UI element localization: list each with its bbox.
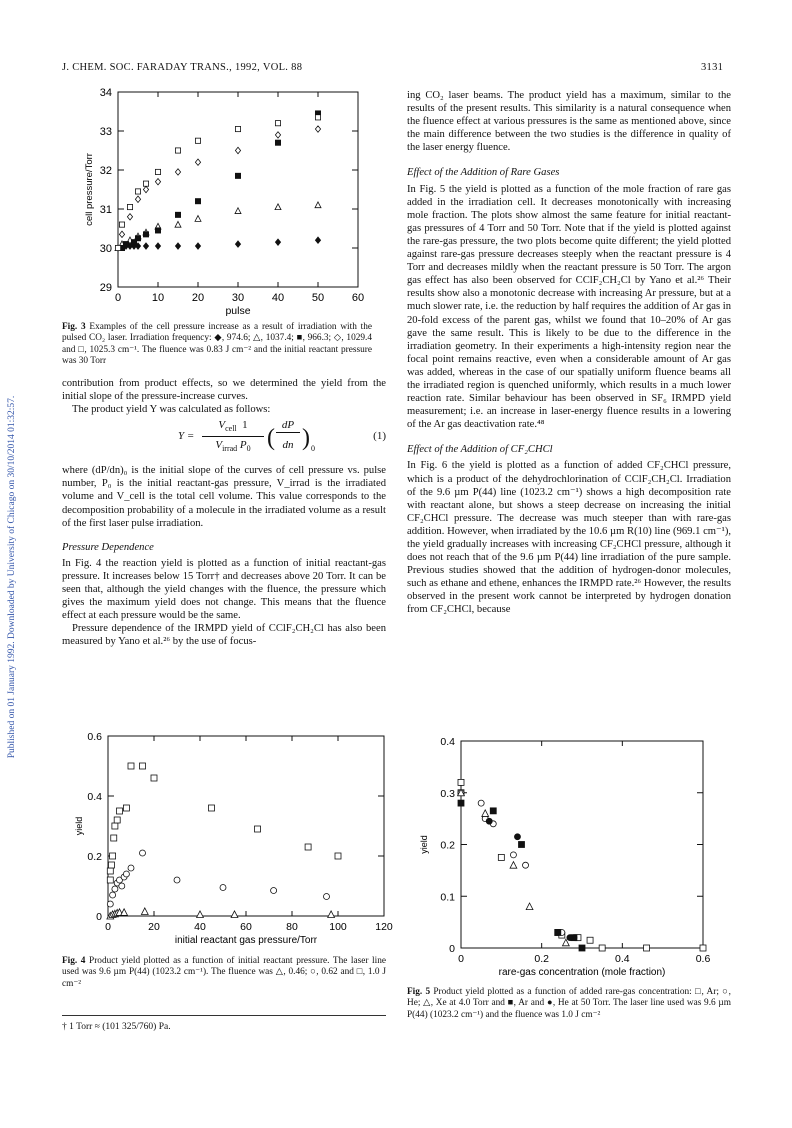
data-point-open-triangle [121,909,128,916]
data-point-filled-circle [514,834,520,840]
equation-paren-left: ( [267,425,275,452]
data-point-open-square [127,204,132,209]
data-point-filled-square [123,242,128,247]
data-point-open-square [151,775,157,781]
data-point-open-square [599,945,605,951]
data-point-open-circle [174,877,180,883]
right-paragraph-1: ing CO₂ laser beams. The product yield has a maximum, similar to the results of the present results. This similarity is a natural consequence when the fluence effect at various pressures is the same as mentioned above, since the main difference between the two studies is the difference in quality of the laser energy fluence. [407,90,731,154]
data-point-open-square [112,823,118,829]
data-point-filled-square [135,236,140,241]
download-watermark [4,180,20,980]
x-axis-label: pulse [225,305,251,317]
data-point-open-square [123,805,129,811]
data-point-filled-diamond [175,243,180,249]
equation-fraction-den [202,439,264,455]
data-point-open-diamond [275,132,280,138]
y-tick-label: 0 [449,943,455,955]
data-point-filled-square [579,945,585,951]
equation-p0-sub: 0 [246,444,251,454]
data-point-filled-square [275,140,280,145]
fig5-caption [407,987,731,1021]
left-paragraph-1: contribution from product effects, so we determined the yield from the initial slope of the pressure-increase curves. [62,378,386,403]
data-point-open-circle [220,885,226,891]
data-point-open-square [111,835,117,841]
data-point-open-diamond [155,179,160,185]
data-point-open-triangle [231,911,238,918]
data-point-open-square [644,945,650,951]
data-point-filled-square [155,228,160,233]
x-tick-label: 0.4 [615,953,630,965]
data-point-open-circle [112,886,118,892]
fig3-caption [62,322,372,367]
left-paragraph-5: Pressure dependence of the IRMPD yield of CClF₂CH₂Cl has also been measured by Yano et al.²⁶ by the use of focus- [62,623,386,648]
fig5-caption-label: Fig. 5 [407,987,431,997]
equation-virrad-sub: irrad [222,444,238,454]
data-point-filled-diamond [195,243,200,249]
x-tick-label: 40 [271,292,285,304]
data-point-filled-diamond [315,237,320,243]
x-tick-label: 10 [151,292,165,304]
data-point-open-triangle [510,862,517,869]
y-tick-label: 31 [99,204,112,216]
data-point-filled-diamond [235,241,240,247]
fig4-caption [62,956,386,990]
data-point-open-square [135,189,140,194]
right-column [407,89,731,617]
data-point-filled-circle [486,818,492,824]
y-tick-label: 0.2 [87,851,102,863]
data-point-open-diamond [143,186,148,192]
equation-1 [62,418,386,462]
data-point-open-square [255,826,261,832]
data-point-open-diamond [175,169,180,175]
fig3-caption-text: Examples of the cell pressure increase as a result of irradiation with the pulsed CO₂ laser. Irradiation frequency: ◆, 974.6; △, 1037.4; ■, 966.3; ◇, 1029.4 and □, 1025.3 cm⁻¹. The fluence was 0.83 J cm⁻² and the initial reactant pressure was 30 Torr [62,322,372,366]
data-point-open-diamond [119,231,124,237]
left-paragraph-4: In Fig. 4 the reaction yield is plotted as a function of initial reactant-gas pressure. It increases below 15 Torr† and decreases above 20 Torr. It can be seen that, although the yield changes with the fluence, the pressure which gives the maximum yield does not change. This means that the fluence effect at each pressure would be the same. [62,557,386,622]
data-point-open-triangle [482,810,489,817]
data-point-open-diamond [127,214,132,220]
data-point-filled-square [143,232,148,237]
data-point-open-square [458,779,464,785]
data-point-open-triangle [275,204,281,210]
data-point-open-triangle [328,911,335,918]
data-point-open-diamond [315,126,320,132]
x-tick-label: 0.2 [534,953,549,965]
left-paragraph-3: where (dP/dn)₀ is the initial slope of the curves of cell pressure vs. pulse number, P₀ is the initial reactant-gas pressure, V_irrad is the irradiated volume and V_cell is the total cell volume. This value corresponds to the decomposition probability of a molecule in the irradiated volume as a result of the first laser pulse irradiation. [62,465,386,529]
x-tick-label: 0 [458,953,464,965]
data-point-open-circle [324,894,330,900]
data-point-open-circle [110,892,116,898]
x-tick-label: 60 [240,921,252,933]
y-axis-label: cell pressure/Torr [84,153,95,226]
data-point-open-square [119,222,124,227]
data-point-filled-square [175,212,180,217]
y-tick-label: 33 [99,126,112,138]
x-tick-label: 0 [114,292,122,304]
data-point-open-circle [478,800,484,806]
data-point-filled-square [490,808,496,814]
data-point-open-square [107,877,113,883]
x-tick-label: 120 [375,921,393,933]
fig3-caption-label: Fig. 3 [62,322,86,332]
data-point-filled-diamond [275,239,280,245]
equation-p0: P [239,439,247,452]
x-tick-label: 0 [105,921,111,933]
x-tick-label: 20 [191,292,205,304]
fig4-chart [62,728,392,953]
y-tick-label: 30 [99,243,112,255]
x-tick-label: 20 [148,921,160,933]
right-paragraph-3: In Fig. 6 the yield is plotted as a function of added CF₂CHCl pressure, which is a product of the dehydrochlorination of CClF₂CH₂Cl. Irradiation of the 9.6 µm P(44) line (1023.2 cm⁻¹) shows a high decomposition rate with reactant alone, but shows a steep decrease on increasing the initial CF₂CHCl pressure. The decrease was much steeper than with rare-gas addition. However, when irradiated by the 10.6 µm R(10) line (969.1 cm⁻¹), the yield gradually increases with increasing CF₂CHCl pressure, although it does not reach that of the 9.6 µm P(44) line irradiation of the pure sample. Previous studies showed that the addition of hydrogen-donor molecules, such as ethane and ethene, enhances the IRMPD rate.²⁶ However, the results observed in the present work cannot be interpreted by hydrogen donation from CF₂CHCl, because [407,460,731,616]
data-point-open-square [235,126,240,131]
data-point-open-square [700,945,706,951]
data-point-open-triangle [195,216,201,222]
data-point-filled-square [555,929,561,935]
data-point-filled-square [519,842,525,848]
plot-frame [461,741,703,948]
data-point-open-triangle [141,908,148,915]
fig5-chart [407,735,737,985]
data-point-open-square [140,763,146,769]
data-point-open-triangle [315,202,321,208]
data-point-filled-square [235,173,240,178]
equation-number: (1) [373,430,386,443]
data-point-open-circle [510,852,516,858]
y-tick-label: 32 [99,165,112,177]
equation-vcell-sub: cell [225,424,237,434]
y-tick-label: 0.4 [440,736,455,748]
y-tick-label: 0.1 [440,891,455,904]
x-tick-label: 50 [311,292,325,304]
x-tick-label: 30 [231,292,245,304]
data-point-filled-square [458,800,464,806]
data-point-open-square [275,121,280,126]
data-point-open-circle [128,865,134,871]
equation-paren-right: ) [302,425,310,452]
equation-dp [276,419,300,433]
data-point-open-circle [107,901,113,907]
plot-frame [108,736,384,916]
x-tick-label: 100 [329,921,347,933]
data-point-open-square [305,844,311,850]
data-point-open-triangle [197,911,204,918]
section-rare-gases: Effect of the Addition of Rare Gases [407,167,560,179]
equation-sub-zero: 0 [311,444,315,454]
data-point-open-diamond [195,159,200,165]
data-point-open-circle [119,883,125,889]
page-number: 3131 [701,62,724,73]
y-tick-label: 0.4 [87,791,102,803]
equation-one: 1 [242,419,248,432]
y-tick-label: 34 [99,87,112,99]
y-tick-label: 0 [96,911,102,923]
x-tick-label: 80 [286,921,298,933]
data-point-open-square [195,138,200,143]
y-tick-label: 29 [99,282,112,294]
data-point-open-square [155,169,160,174]
data-point-filled-diamond [155,243,160,249]
data-point-open-square [115,245,120,250]
data-point-open-circle [523,862,529,868]
data-point-open-diamond [235,147,240,153]
y-axis-label: yield [74,816,84,836]
equation-vcell: V [218,419,226,432]
equation-fraction-num [202,419,264,436]
data-point-open-square [117,808,123,814]
equation-virrad: V [215,439,223,452]
data-point-open-square [110,853,116,859]
footnote: † 1 Torr ≈ (101 325/760) Pa. [62,1022,171,1032]
data-point-open-triangle [175,221,181,227]
y-tick-label: 0.2 [440,839,455,852]
data-point-open-circle [271,888,277,894]
download-watermark-text: Published on 01 January 1992. Downloaded by University of Chicago on 30/10/2014 01:32:57. [7,395,17,759]
footnote-rule [62,1015,386,1016]
data-point-filled-square [195,199,200,204]
y-tick-label: 0.6 [87,731,102,743]
right-paragraph-2: In Fig. 5 the yield is plotted as a function of the mole fraction of rare gas added in the irradiation cell. It decreases monotonically with increasing mole fraction. The plots show almost the same feature for initial reactant-gas pressures of 4 Torr and 50 Torr. Note that if the yield is plotted against the rare-gas pressure, the two plots become quite different; the yield plotted against rare-gas pressure decreases steeply when the reactant pressure is 4 Torr and decreases mildly when the reactant pressure is 50 Torr. The argon gas effect has also been observed for CClF₂CH₂Cl by Yano et al.²⁶ Their results show also a monotonic decrease with increasing Ar pressure, but at a much slower rate, i.e. the reduction by half requires the addition of Ar gas in 20-fold excess of the parent gas, whilst we found that 10–20% of Ar gas gave the same result. This is likely to be due to the difference in the irradiation geometry. In their experiments a high-intensity region near the focal point remains reactive, even when a considerable amount of Ar gas was added, whereas in the case of our spatially uniform fluence beams all the irradiated region is quenched uniformly, which results in a much lower reaction rate. Similar behaviour has been observed in SF₆ IRMPD yield measurement; i.e. an increase in laser-energy fluence results in a lowering of the Ar gas deactivation rate.⁴⁸ [407,183,731,431]
x-axis-label: rare-gas concentration (mole fraction) [498,967,666,978]
equation-dp-text: dP [281,419,295,432]
y-axis-label: yield [419,835,429,854]
data-point-open-triangle [526,903,533,910]
x-tick-label: 0.6 [695,953,711,965]
fig4-caption-label: Fig. 4 [62,956,86,966]
data-point-filled-circle [567,935,573,941]
data-point-open-square [335,853,341,859]
data-point-open-triangle [235,208,241,214]
data-point-open-square [498,854,504,860]
left-paragraph-2: The product yield Y was calculated as follows: [72,404,271,416]
data-point-open-circle [140,850,146,856]
fig5-caption-text: Product yield plotted as a function of added rare-gas concentration: □, Ar; ○, He; △, Xe at 4.0 Torr and ■, Ar and ●, He at 50 Torr. The laser line used was 9.6 µm P(44) (1023.2 cm⁻¹) and the fluence was 1.0 J cm⁻² [407,987,731,1020]
equation-dn [276,439,300,452]
data-point-filled-diamond [143,243,148,249]
data-point-open-square [143,181,148,186]
data-point-open-square [128,763,134,769]
fig3-chart [62,80,365,317]
x-tick-label: 60 [351,292,365,304]
y-tick-label: 0.3 [440,787,455,800]
data-point-open-square [587,937,593,943]
data-point-open-square [209,805,215,811]
data-point-open-square [107,868,113,874]
equation-lhs: Y = [178,430,195,443]
data-point-open-square [108,862,114,868]
equation-dn-text: dn [282,439,294,452]
data-point-open-square [114,817,120,823]
x-tick-label: 40 [194,921,206,933]
section-pressure-dependence: Pressure Dependence [62,541,154,553]
x-axis-label: initial reactant gas pressure/Torr [174,935,318,946]
data-point-open-diamond [135,196,140,202]
plot-frame [118,92,358,287]
running-header: J. CHEM. SOC. FARADAY TRANS., 1992, VOL. 88 [62,62,303,73]
data-point-open-circle [123,871,129,877]
data-point-open-square [315,115,320,120]
left-column [62,377,386,649]
section-cf2chcl: Effect of the Addition of CF₂CHCl [407,444,553,456]
fig4-caption-text: Product yield plotted as a function of initial reactant pressure. The laser line used was 9.6 µm P(44) (1023.2 cm⁻¹). The fluence was △, 0.46; ○, 0.62 and □, 1.0 J cm⁻² [62,956,386,989]
data-point-open-square [175,148,180,153]
